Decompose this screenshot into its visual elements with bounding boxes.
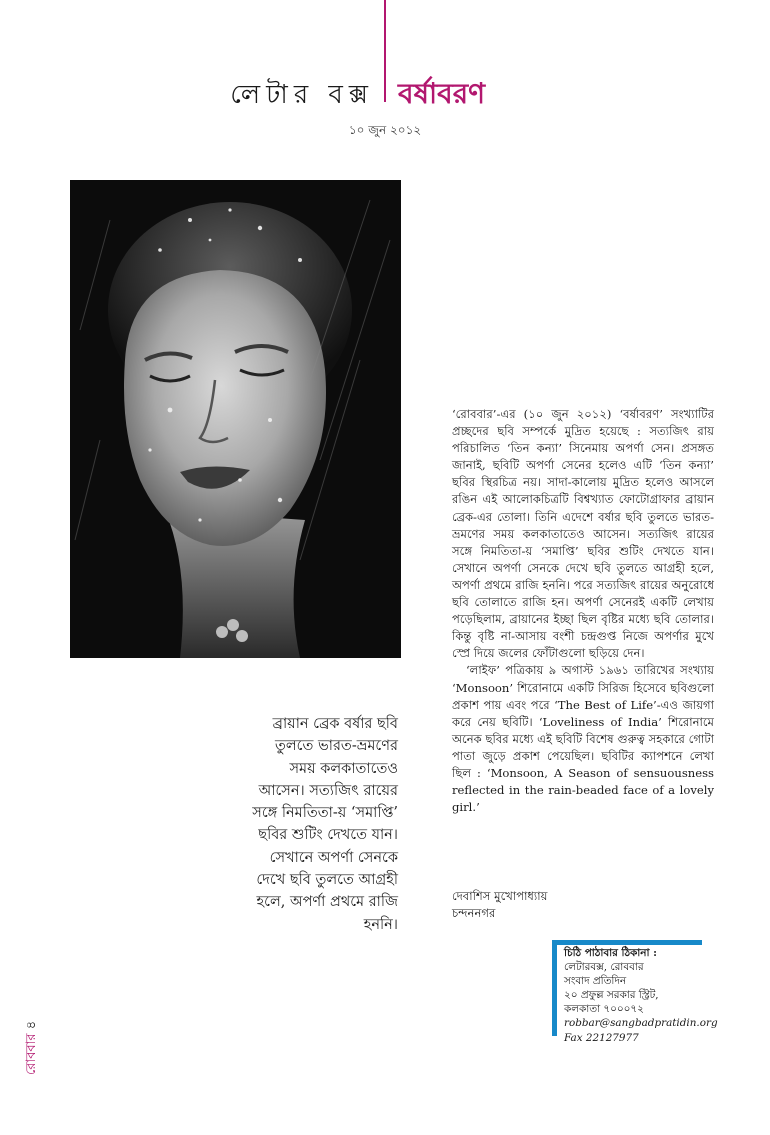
pull-quote-line: আসেন। সত্যজিৎ রায়ের xyxy=(258,782,398,799)
address-box-rule xyxy=(552,940,557,1036)
pull-quote-line: সঙ্গে নিমতিতা-য় ‘সমাপ্তি’ xyxy=(252,805,398,822)
address-line: লেটারবক্স, রোববার xyxy=(564,961,644,974)
address-box-rule xyxy=(552,940,702,945)
pull-quote-line: ব্রায়ান ব্রেক বর্ষার ছবি xyxy=(272,716,398,732)
address-line: কলকাতা ৭০০০৭২ xyxy=(564,1003,644,1016)
issue-theme-title: বর্ষাবরণ xyxy=(398,77,486,110)
pull-quote-line: সেখানে অপর্ণা সেনকে xyxy=(269,849,398,866)
mailing-address xyxy=(564,946,754,1045)
pull-quote-line: তুলতে ভারত-ভ্রমণের xyxy=(274,738,398,755)
issue-date: ১০ জুন ২০১২ xyxy=(348,123,422,137)
pull-quote xyxy=(220,713,398,936)
folio-page-number: ৪ xyxy=(24,1020,39,1030)
letter-body xyxy=(452,406,714,816)
address-heading: চিঠি পাঠাবার ঠিকানা : xyxy=(564,947,657,959)
pull-quote-line: হননি। xyxy=(363,916,398,933)
folio-magazine-name: রোববার xyxy=(24,1033,39,1075)
pull-quote-line: সময় কলকাতাতেও xyxy=(289,760,398,777)
letter-signature xyxy=(452,888,548,922)
signature-place: চন্দননগর xyxy=(452,906,496,920)
pull-quote-line: ছবির শুটিং দেখতে যান। xyxy=(258,827,398,844)
pull-quote-line: হলে, অপর্ণা প্রথমে রাজি xyxy=(256,894,398,911)
address-line: সংবাদ প্রতিদিন xyxy=(564,975,627,988)
page-folio xyxy=(22,1021,43,1075)
header-divider xyxy=(384,0,386,102)
address-email-link[interactable]: robbar@sangbadpratidin.org xyxy=(564,1017,718,1030)
pull-quote-line: দেখে ছবি তুলতে আগ্রহী xyxy=(256,872,398,889)
letter-paragraph: ‘রোববার’-এর (১০ জুন ২০১২) ‘বর্ষাবরণ’ সংখ্যাটির প্রচ্ছদের ছবি সম্পর্কে মুদ্রিত হয়েছে : সত্যজিৎ রায় পরিচালিত ‘তিন কন্যা’ সিনেমায় অপর্ণা সেন। প্রসঙ্গত জানাই, ছবিটি অপর্ণা সেনের হলেও এটি ‘তিন কন্যা’ ছবির স্থিরচিত্র নয়। সাদা-কালোয় মুদ্রিত হলেও আসলে রঙিন এই আলোকচিত্রটি বিশ্বখ্যাত ফোটোগ্রাফার ব্রায়ান ব্রেক-এর তোলা। তিনি এদেশে বর্ষার ছবি তুলতে ভারত-ভ্রমণের সময় কলকাতাতেও আসেন। সত্যজিৎ রায়ের সঙ্গে নিমতিতা-য় ‘সমাপ্তি’ ছবির শুটিং দেখতে যান। সেখানে অপর্ণা সেনকে দেখে ছবি তুলতে আগ্রহী হলে, অপর্ণা প্রথমে রাজি হননি। পরে সত্যজিৎ রায়ের অনুরোধে ছবি তোলাতে রাজি হন। অপর্ণা সেনেরই একটি লেখায় পড়েছিলাম, ব্রায়ানের ইচ্ছা ছিল বৃষ্টির মধ্যে ছবি তোলার। কিন্তু বৃষ্টি না-আসায় বংশী চন্দ্রগুপ্ত নিজে অপর্ণার মুখে স্প্রে দিয়ে জলের ফোঁটাগুলো ছড়িয়ে দেন। xyxy=(452,407,714,661)
address-fax: Fax 22127977 xyxy=(564,1031,639,1044)
cover-photo xyxy=(70,180,401,658)
signature-name: দেবাশিস মুখোপাধ্যায় xyxy=(452,889,548,903)
letter-paragraph: ‘লাইফ’ পত্রিকায় ৯ অগাস্ট ১৯৬১ তারিখের সংখ্যায় ‘Monsoon’ শিরোনামে একটি সিরিজ হিসেবে ছবিগুলো প্রকাশ পায় এবং পরে ‘The Best of Life’-এও জায়গা করে নেয় ছবিটি। ‘Loveliness of India’ শিরোনামে অনেক ছবির মধ্যে এই ছবিটি বিশেষ গুরুত্ব সহকারে গোটা পাতা জুড়ে প্রকাশ পেয়েছিল। ছবিটির ক্যাপশনে লেখা ছিল : ‘Monsoon, A Season of sensuousness reflected in the rain-beaded face of a lovely girl.’ xyxy=(452,663,714,815)
section-title: লেটার বক্স xyxy=(230,80,374,110)
address-line: ২০ প্রফুল্ল সরকার স্ট্রিট, xyxy=(564,989,659,1002)
